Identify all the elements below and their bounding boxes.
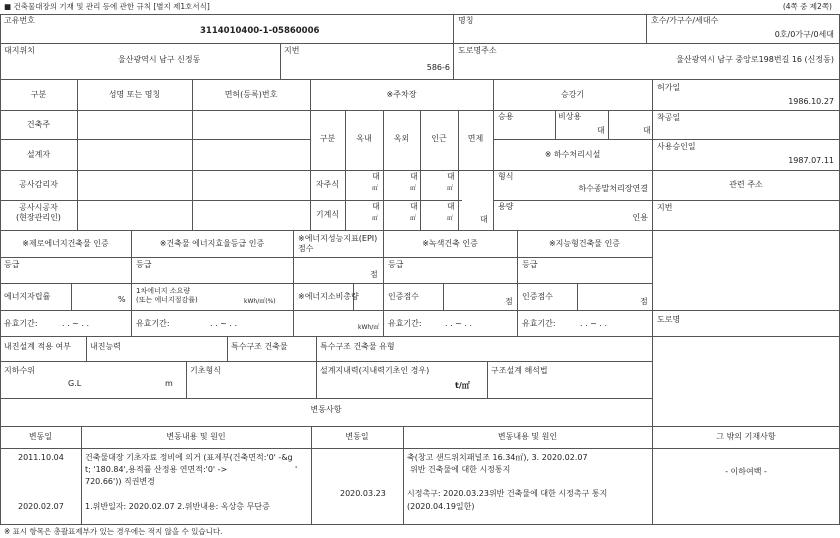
- approval-label: 사용승인일: [657, 142, 696, 151]
- changes-col-date: 변동일: [345, 432, 369, 441]
- point-unit: 점: [505, 297, 513, 306]
- cert-energy-efficiency: ※건축물 에너지효율등급 인증: [159, 239, 265, 248]
- grade-label: 등급: [522, 260, 538, 269]
- design-bearing-label: 설계지내력(지내력기초인 경우): [320, 366, 430, 375]
- changes-col-content: 변동내용 및 원인: [166, 432, 226, 441]
- permit-date: 1986.10.27: [788, 97, 834, 106]
- site-value: 울산광역시 남구 신정동: [118, 55, 201, 64]
- validity-range: . . ~ . .: [445, 319, 473, 328]
- sewage-type-value: 하수종말처리장연결: [578, 184, 648, 193]
- change-text: (2020.04.19일한): [407, 502, 475, 511]
- change-text: 720.66')) 직권변경: [85, 477, 155, 486]
- seismic-capacity-label: 내진능력: [90, 342, 121, 351]
- changes-col-date: 변동일: [28, 432, 53, 441]
- people-row-supervisor: 공사감리자: [19, 180, 58, 189]
- change-date: 2020.02.07: [18, 502, 64, 511]
- people-col-name: 성명 또는 명칭: [108, 90, 161, 99]
- people-row-designer: 설계자: [26, 150, 51, 159]
- change-text: 위반 건축물에 대한 시정통지: [410, 465, 511, 474]
- change-text: ': [295, 465, 298, 474]
- road-name-label: 도로명: [657, 315, 681, 324]
- changes-col-other: 그 밖의 기재사항: [716, 432, 776, 441]
- changes-title: 변동사항: [310, 405, 342, 414]
- road-value: 울산광역시 남구 중앙로198번길 16 (신정동): [676, 55, 834, 64]
- unit-area: ㎡: [447, 185, 454, 192]
- validity-label: 유효기간:: [4, 319, 38, 328]
- start-label: 착공일: [657, 113, 681, 122]
- unit-area: ㎡: [410, 185, 417, 192]
- unit-count: 대: [480, 215, 488, 224]
- seismic-design-label: 내진설계 적용 여부: [4, 342, 71, 351]
- people-row-contractor: 공사시공자 (현장관리인): [16, 203, 61, 222]
- sewage-capacity-unit: 인용: [632, 213, 648, 222]
- grade-label: 등급: [136, 260, 152, 269]
- permit-label: 허가일: [657, 83, 681, 92]
- elevator-passenger: 승용: [498, 112, 514, 121]
- other-notes: - 이하여백 -: [725, 467, 767, 476]
- cert-epi: ※에너지성능지표(EPI) 점수: [298, 234, 378, 253]
- unit-area: ㎡: [410, 215, 417, 222]
- parking-col-outdoor: 옥외: [393, 134, 410, 143]
- people-row-owner: 건축주: [26, 120, 51, 129]
- energy-rate-label: 에너지자립률: [4, 292, 51, 301]
- elevator-title: 승강기: [560, 90, 585, 99]
- unit-count: 대: [372, 172, 380, 181]
- gl-label: G.L: [68, 379, 82, 388]
- parking-col-nearby: 인근: [431, 134, 447, 143]
- site-label: 대지위치: [4, 46, 35, 55]
- related-lot-label: 지번: [657, 203, 673, 212]
- change-text: 1.위반일자: 2020.02.07 2.위반내용: 옥상층 무단증: [85, 502, 270, 511]
- id-label: 고유번호: [4, 16, 35, 25]
- validity-label: 유효기간:: [388, 319, 422, 328]
- unit-area: ㎡: [372, 215, 379, 222]
- form-regulation-header: ■ 건축물대장의 기재 및 관리 등에 관한 규칙 [별지 제1호서식]: [4, 2, 210, 11]
- lot-label: 지번: [284, 46, 300, 55]
- elevator-unit: 대: [597, 126, 605, 135]
- cert-zero-energy: ※제로에너지건축물 인증: [22, 239, 109, 248]
- meter-unit: m: [165, 379, 173, 388]
- grade-label: 등급: [388, 260, 404, 269]
- approval-date: 1987.07.11: [788, 156, 834, 165]
- validity-label: 유효기간:: [136, 319, 170, 328]
- units-label: 호수/가구수/세대수: [651, 16, 719, 25]
- unit-count: 대: [372, 202, 380, 211]
- change-text: t; '180.84',용적률 산정용 연면적:'0' ->: [85, 465, 228, 474]
- validity-label: 유효기간:: [522, 319, 556, 328]
- change-text: 시정촉구: 2020.03.23위반 건축물에 대한 시정촉구 통지: [407, 489, 608, 498]
- epi-score-unit: 점: [370, 270, 378, 279]
- special-structure-type-label: 특수구조 건축물 유형: [320, 342, 395, 351]
- kwh-unit: kWh/㎡(%): [244, 298, 276, 305]
- change-date: 2011.10.04: [18, 453, 64, 462]
- name-label: 명칭: [458, 16, 474, 25]
- elevator-unit: 대: [643, 126, 651, 135]
- id-value: 3114010400-1-05860006: [200, 26, 320, 36]
- road-label: 도로명주소: [458, 46, 497, 55]
- parking-col-exempt: 면제: [467, 134, 484, 143]
- change-text: 건축물대장 기초자료 정비에 의거 (표제부(건축면적:'0' -&g: [85, 453, 293, 462]
- parking-row-mech: 기계식: [315, 210, 340, 219]
- percent-unit: %: [118, 295, 126, 304]
- sewage-capacity-label: 용량: [498, 202, 514, 211]
- energy-use-label: ※에너지소비총량: [298, 292, 359, 301]
- lot-value: 586-6: [426, 63, 450, 72]
- grade-label: 등급: [4, 260, 20, 269]
- struct-method-label: 구조설계 해석법: [491, 366, 548, 375]
- unit-area: ㎡: [372, 185, 379, 192]
- primary-energy-label: 1차에너지 소요량 (또는 에너지절감률): [136, 287, 198, 304]
- tm2-unit: t/㎡: [455, 381, 470, 390]
- cert-smart: ※지능형건축물 인증: [548, 239, 621, 248]
- unit-count: 대: [410, 202, 418, 211]
- point-unit: 점: [640, 297, 648, 306]
- parking-col-indoor: 옥내: [356, 134, 372, 143]
- change-date: 2020.03.23: [340, 489, 386, 498]
- parking-col-type: 구분: [319, 134, 336, 143]
- cert-green: ※녹색건축 인증: [422, 239, 478, 248]
- cert-score-label: 인증점수: [388, 292, 419, 301]
- groundwater-label: 지하수위: [4, 366, 35, 375]
- validity-range: . . ~ . .: [580, 319, 608, 328]
- validity-range: . . ~ . .: [210, 319, 238, 328]
- unit-area: ㎡: [447, 215, 454, 222]
- parking-row-self: 자주식: [315, 180, 340, 189]
- validity-range: . . ~ . .: [62, 319, 90, 328]
- foundation-label: 기초형식: [190, 366, 221, 375]
- unit-count: 대: [447, 202, 455, 211]
- sewage-title: ※ 하수처리시설: [544, 150, 601, 159]
- change-text: 축(창고 샌드위치패널조 16.34㎡), 3. 2020.02.07: [407, 453, 588, 462]
- people-col-license: 면허(등록)번호: [224, 90, 278, 99]
- parking-title: ※주차장: [386, 90, 417, 99]
- units-value: 0호/0가구/0세대: [774, 30, 834, 39]
- cert-score-label: 인증점수: [522, 292, 553, 301]
- unit-count: 대: [410, 172, 418, 181]
- changes-col-content: 변동내용 및 원인: [497, 432, 558, 441]
- special-structure-label: 특수구조 건축물: [231, 342, 288, 351]
- page-indicator: (4쪽 중 제2쪽): [782, 2, 832, 11]
- unit-count: 대: [447, 172, 455, 181]
- people-col-type: 구분: [30, 90, 47, 99]
- elevator-emergency: 비상용: [558, 112, 582, 121]
- kwh-small-unit: kWh/㎡: [358, 324, 380, 331]
- sewage-type-label: 형식: [498, 172, 514, 181]
- footer-note: ※ 표시 항목은 총괄표제부가 있는 경우에는 적지 않을 수 있습니다.: [4, 527, 223, 536]
- related-address: 관련 주소: [729, 180, 763, 189]
